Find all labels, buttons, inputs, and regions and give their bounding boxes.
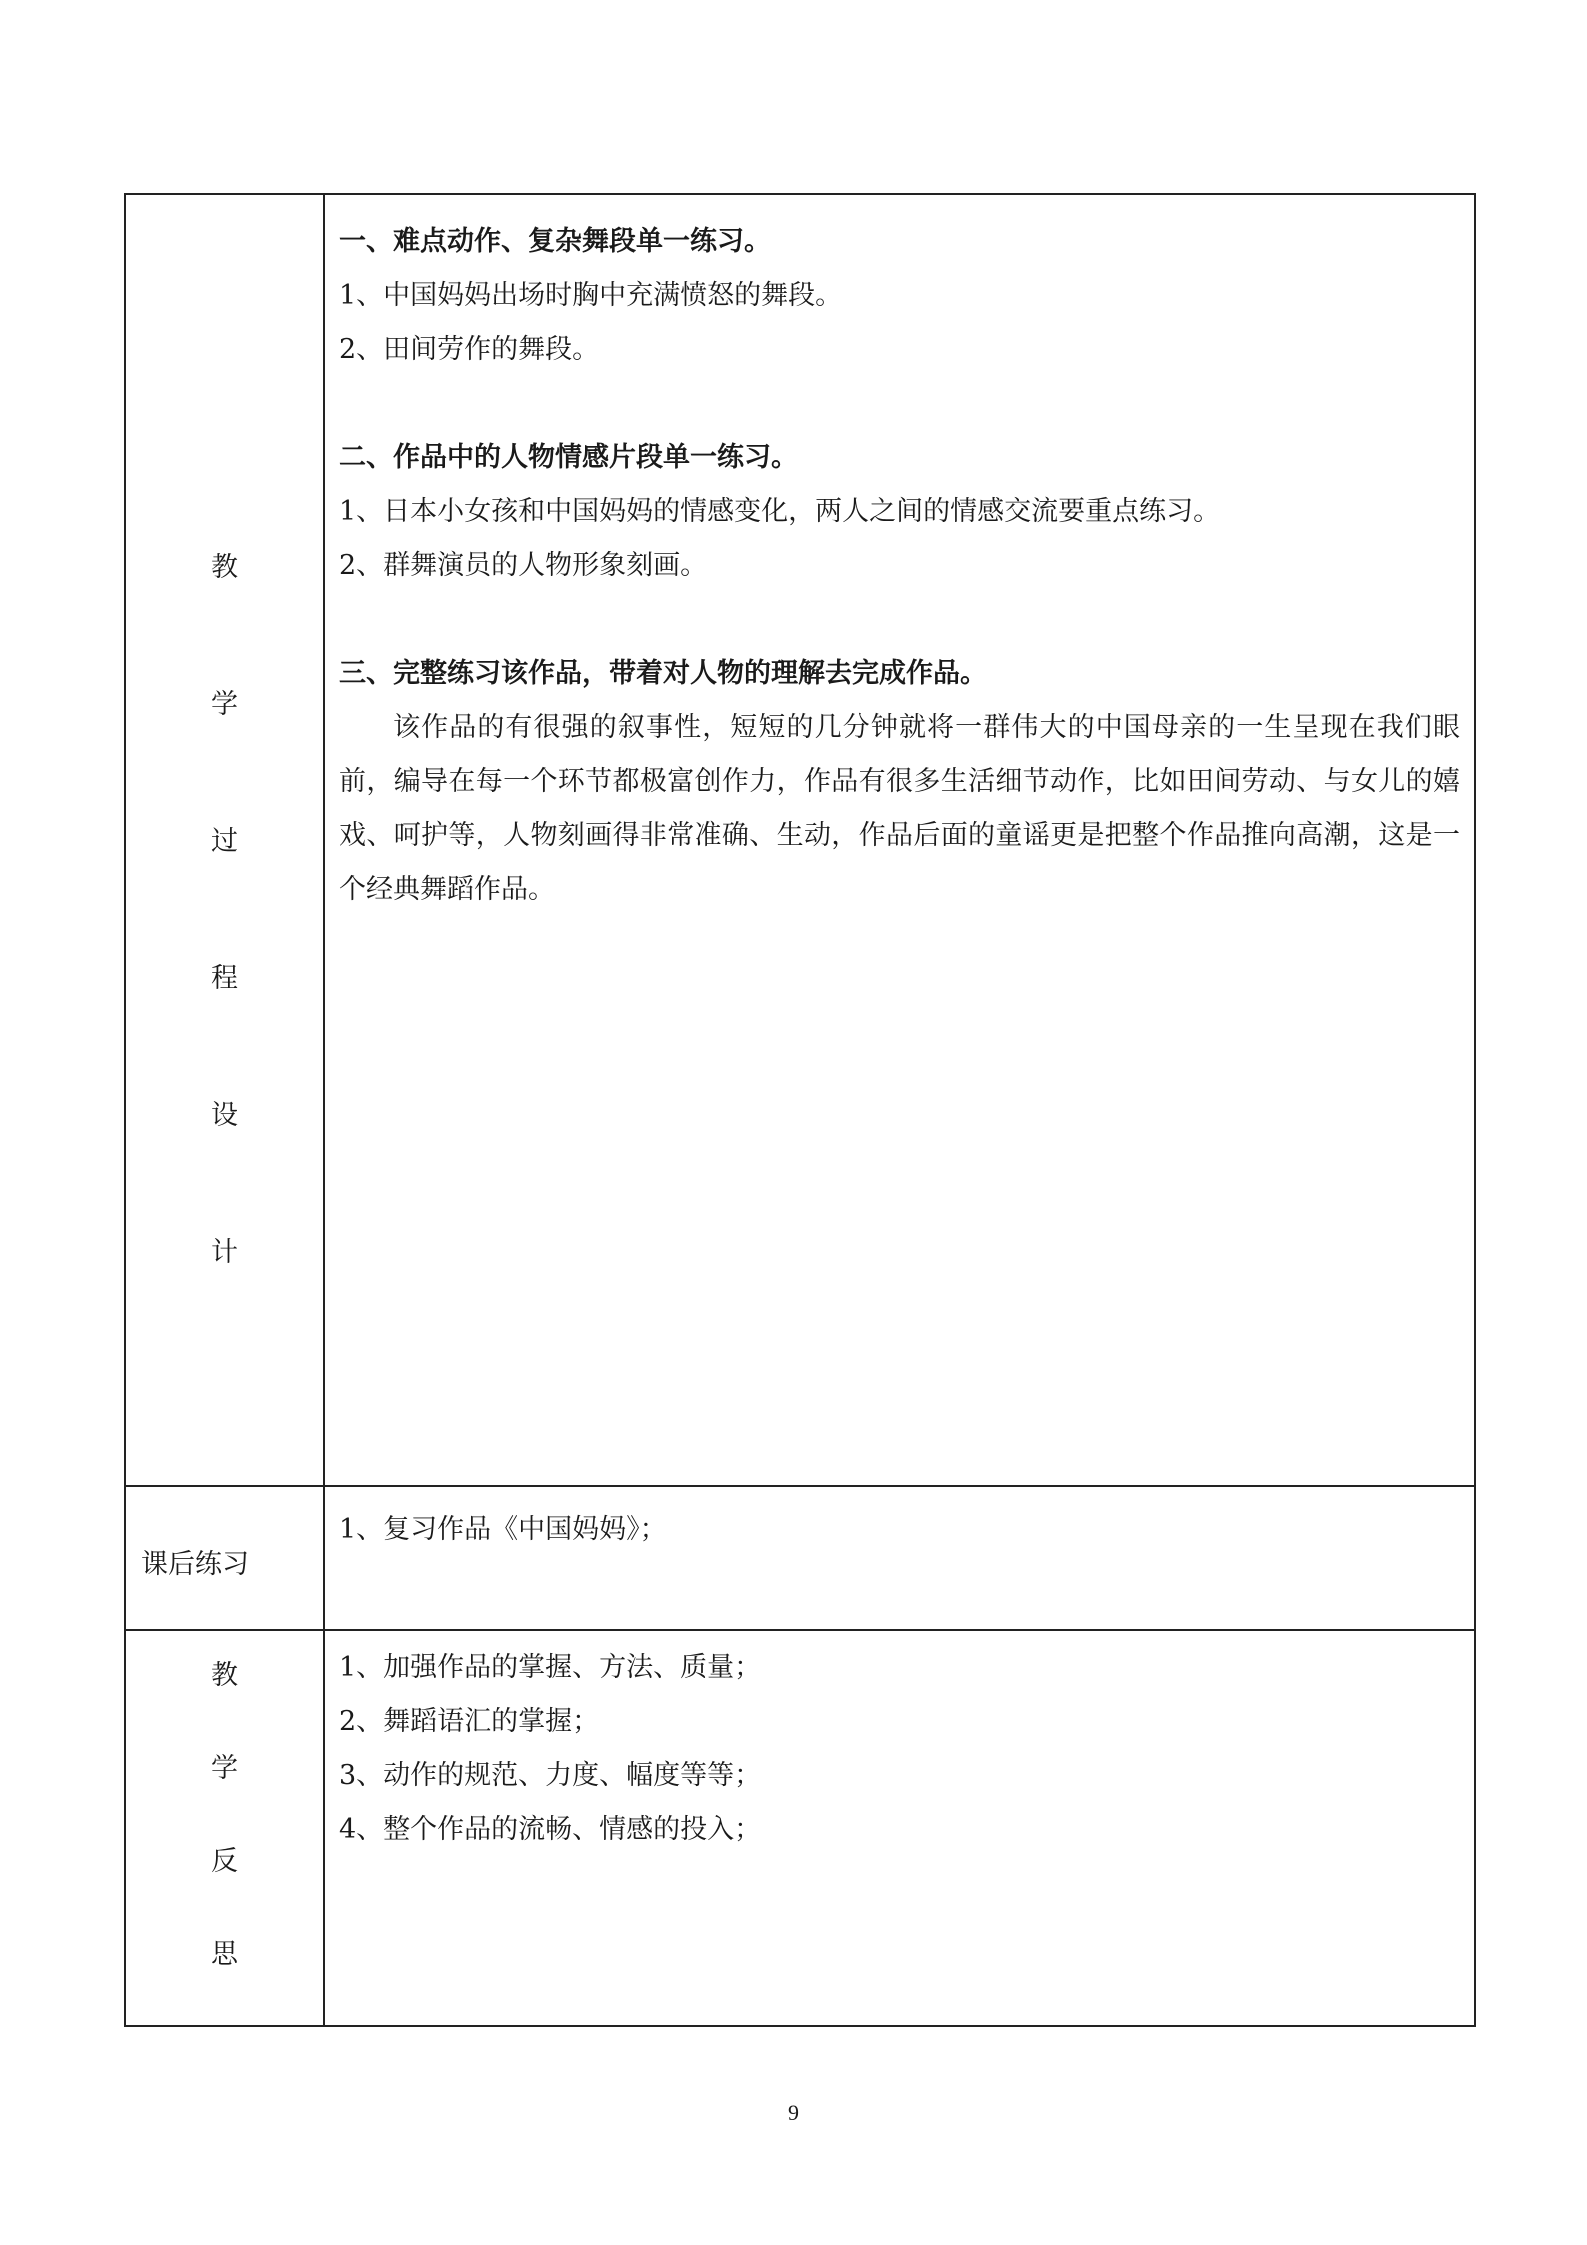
homework-label-cell xyxy=(125,1486,324,1630)
label-char: 设 xyxy=(211,1100,238,1131)
reflection-label xyxy=(126,1631,323,2025)
list-item: 1、中国妈妈出场时胸中充满愤怒的舞段。 xyxy=(339,280,843,311)
reflection-row xyxy=(125,1630,1475,2026)
teaching-process-content xyxy=(325,195,1474,917)
reflection-content xyxy=(325,1631,1474,1857)
label-char: 学 xyxy=(211,689,238,720)
page-number: 9 xyxy=(788,2100,799,2125)
homework-label: 课后练习 xyxy=(141,1549,249,1580)
list-item: 2、田间劳作的舞段。 xyxy=(339,334,600,365)
teaching-process-content-cell xyxy=(324,194,1475,1486)
section-heading-3: 三、完整练习该作品，带着对人物的理解去完成作品。 xyxy=(339,658,987,689)
label-char: 思 xyxy=(211,1939,238,1970)
list-item: 4、整个作品的流畅、情感的投入； xyxy=(339,1814,762,1845)
label-char: 程 xyxy=(211,963,238,994)
teaching-process-label-cell xyxy=(125,194,324,1486)
teaching-process-label xyxy=(126,195,323,1367)
label-char: 反 xyxy=(211,1846,238,1877)
lesson-plan-table xyxy=(124,193,1476,2027)
homework-content-cell xyxy=(324,1486,1475,1630)
homework-content xyxy=(325,1487,1474,1557)
list-item: 1、复习作品《中国妈妈》； xyxy=(339,1514,667,1545)
homework-row xyxy=(125,1486,1475,1630)
label-char: 学 xyxy=(211,1753,238,1784)
label-char: 过 xyxy=(211,826,238,857)
summary-paragraph: 该作品的有很强的叙事性，短短的几分钟就将一群伟大的中国母亲的一生呈现在我们眼前，编导在每一个环节都极富创作力，作品有很多生活细节动作，比如田间劳动、与女儿的嬉戏、呵护等，人物刻画得非常准确、生动，作品后面的童谣更是把整个作品推向高潮，这是一个经典舞蹈作品。 xyxy=(339,712,1460,905)
reflection-content-cell xyxy=(324,1630,1475,2026)
label-char: 计 xyxy=(211,1237,238,1268)
label-char: 教 xyxy=(211,1660,238,1691)
section-heading-2: 二、作品中的人物情感片段单一练习。 xyxy=(339,442,798,473)
list-item: 1、加强作品的掌握、方法、质量； xyxy=(339,1652,762,1683)
list-item: 3、动作的规范、力度、幅度等等； xyxy=(339,1760,762,1791)
list-item: 2、群舞演员的人物形象刻画。 xyxy=(339,550,708,581)
teaching-process-row xyxy=(125,194,1475,1486)
label-char: 教 xyxy=(211,552,238,583)
section-heading-1: 一、难点动作、复杂舞段单一练习。 xyxy=(339,226,771,257)
reflection-label-cell xyxy=(125,1630,324,2026)
list-item: 1、日本小女孩和中国妈妈的情感变化，两人之间的情感交流要重点练习。 xyxy=(339,496,1221,527)
list-item: 2、舞蹈语汇的掌握； xyxy=(339,1706,600,1737)
